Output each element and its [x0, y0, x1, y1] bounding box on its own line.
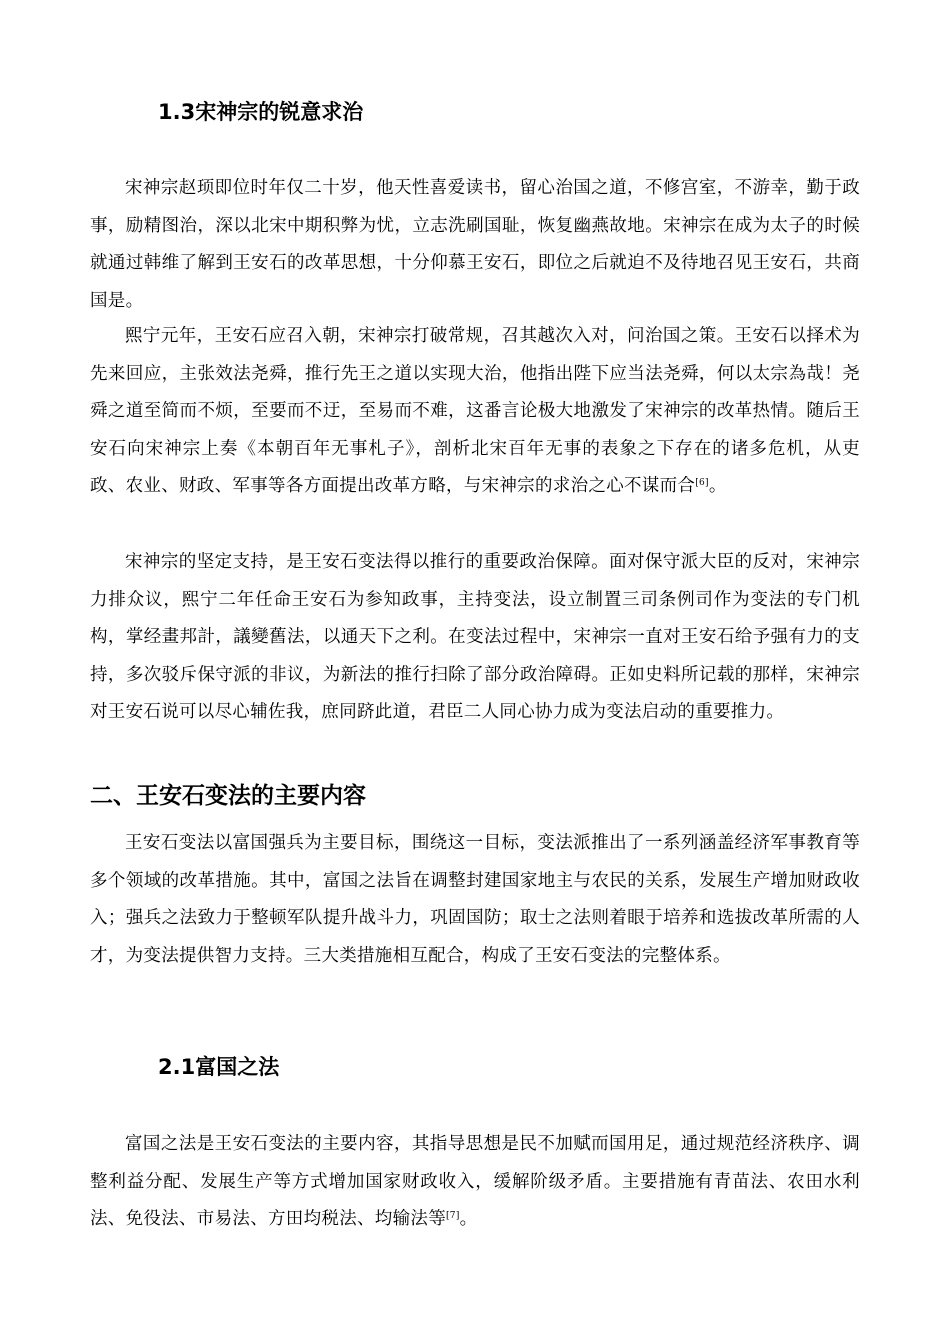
- citation-6[interactable]: [6]: [695, 478, 709, 488]
- paragraph-text: 宋神宗的坚定支持，是王安石变法得以推行的重要政治保障。面对保守派大臣的反对，宋神宗力排众议，熙宁二年任命王安石为参知政事，主持变法，设立制置三司条例司作为变法的专门机构，掌经畫邦計，議變舊法，以通天下之利。在变法过程中，宋神宗一直对王安石给予强有力的支持，多次驳斥保守派的非议，为新法的推行扫除了部分政治障碍。正如史料所记载的那样，宋神宗对王安石说可以尽心辅佐我，庶同跻此道，君臣二人同心协力成为变法启动的重要推力。: [90, 552, 860, 722]
- paragraph-text: 熙宁元年，王安石应召入朝，宋神宗打破常规，召其越次入对，问治国之策。王安石以择术为先来回应，主张效法尧舜，推行先王之道以实现大治，他指出陛下应当法尧舜，何以太宗為哉！尧舜之道至简而不烦，至要而不迂，至易而不难，这番言论极大地激发了宋神宗的改革热情。随后王安石向宋神宗上奏《本朝百年无事札子》，剖析北宋百年无事的表象之下存在的诸多危机，从吏政、农业、财政、军事等各方面提出改革方略，与宋神宗的求治之心不谋而合: [90, 326, 860, 496]
- section-1-3-heading: 1.3宋神宗的锐意求治: [158, 100, 364, 124]
- paragraph-2-intro: [90, 825, 860, 975]
- paragraph-1-3-b: [90, 318, 860, 506]
- paragraph-2-1: [90, 1126, 860, 1239]
- citation-7[interactable]: [7]: [446, 1211, 460, 1221]
- paragraph-1-3-c: [90, 544, 860, 732]
- paragraph-text: 富国之法是王安石变法的主要内容，其指导思想是民不加赋而国用足，通过规范经济秩序、调整利益分配、发展生产等方式增加国家财政收入，缓解阶级矛盾。主要措施有青苗法、农田水利法、免役法、市易法、方田均税法、均输法等: [90, 1134, 860, 1229]
- section-2-1-heading: 2.1富国之法: [158, 1055, 280, 1079]
- paragraph-1-3-a: [90, 170, 860, 320]
- section-2-heading: 二、王安石变法的主要内容: [90, 783, 366, 809]
- paragraph-end: 。: [708, 476, 727, 496]
- paragraph-text: 王安石变法以富国强兵为主要目标，围绕这一目标，变法派推出了一系列涵盖经济军事教育等多个领域的改革措施。其中，富国之法旨在调整封建国家地主与农民的关系，发展生产增加财政收入；强兵之法致力于整顿军队提升战斗力，巩固国防；取士之法则着眼于培养和选拔改革所需的人才，为变法提供智力支持。三大类措施相互配合，构成了王安石变法的完整体系。: [90, 833, 860, 966]
- paragraph-end: 。: [459, 1209, 478, 1229]
- paragraph-text: 宋神宗赵顼即位时年仅二十岁，他天性喜爱读书，留心治国之道，不修宫室，不游幸，勤于政事，励精图治，深以北宋中期积弊为忧，立志洗刷国耻，恢复幽燕故地。宋神宗在成为太子的时候就通过韩维了解到王安石的改革思想，十分仰慕王安石，即位之后就迫不及待地召见王安石，共商国是。: [90, 178, 860, 311]
